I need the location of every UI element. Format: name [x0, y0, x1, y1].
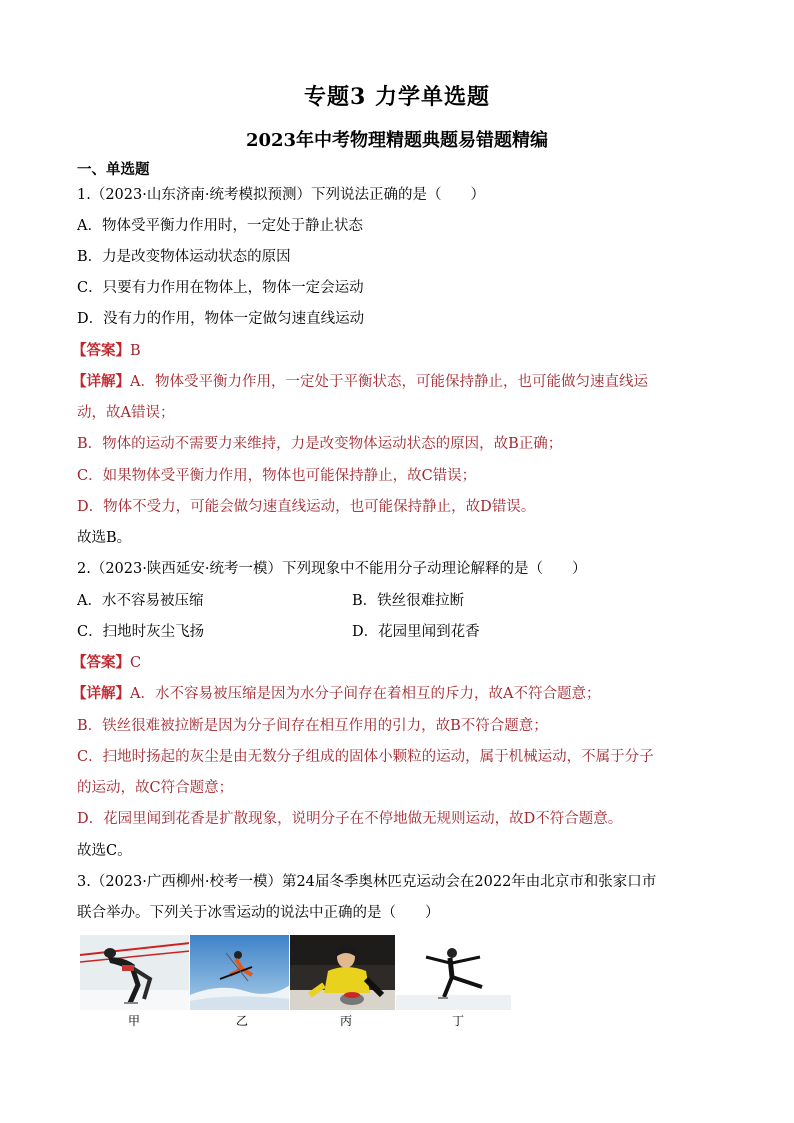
answer-tag: 【答案】 [72, 654, 130, 671]
page-subtitle: 2023年中考物理精题典题易错题精编 [245, 130, 549, 151]
q3-stem-line-2: 联合举办。下列关于冰雪运动的说法中正确的是（ ） [77, 905, 440, 921]
q1-option-d: D．没有力的作用，物体一定做匀速直线运动 [77, 311, 365, 327]
q3-stem-line-1: 3.（2023·广西柳州·校考一模）第24届冬季奥林匹克运动会在2022年由北京市和张家口市 [77, 874, 657, 890]
section-heading: 一、单选题 [77, 161, 150, 178]
answer-tag: 【答案】 [72, 342, 130, 359]
q1-detail-line-2: 动，故A错误； [77, 405, 175, 421]
q2-detail-line-1: 【详解】A．水不容易被压缩是因为水分子间存在着相互的斥力，故A不符合题意； [72, 685, 601, 702]
q2-option-c: C．扫地时灰尘飞扬 [77, 624, 205, 640]
q1-answer [72, 341, 141, 361]
detail-tag: 【详解】 [72, 373, 130, 390]
q1-conclusion: 故选B。 [77, 530, 132, 546]
curling-image [290, 935, 396, 1010]
image-caption-yi: 乙 [236, 1014, 249, 1028]
q1-detail-line-4: C．如果物体受平衡力作用，物体也可能保持静止，故C错误； [77, 468, 477, 484]
q2-detail-line-4: 的运动，故C符合题意； [77, 780, 234, 796]
q2-detail-line-5: D．花园里闻到花香是扩散现象，说明分子在不停地做无规则运动，故D不符合题意。 [77, 811, 623, 827]
image-caption-jia: 甲 [128, 1014, 141, 1028]
q1-option-b: B．力是改变物体运动状态的原因 [77, 249, 291, 265]
image-caption-bing: 丙 [340, 1014, 353, 1028]
page-title: 专题3 力学单选题 [304, 84, 490, 110]
q2-option-d: D．花园里闻到花香 [352, 624, 480, 640]
answer-value: B [130, 343, 141, 359]
figure-skating-image [396, 935, 512, 1010]
q1-option-c: C．只要有力作用在物体上，物体一定会运动 [77, 280, 364, 296]
q2-answer [72, 653, 141, 673]
q1-detail-line-3: B．物体的运动不需要力来维持，力是改变物体运动状态的原因，故B正确； [77, 436, 563, 452]
q2-conclusion: 故选C。 [77, 843, 132, 859]
speed-skating-image [80, 935, 190, 1010]
sports-image-strip [80, 935, 512, 1010]
q2-detail-line-3: C．扫地时扬起的灰尘是由无数分子组成的固体小颗粒的运动，属于机械运动，不属于分子 [77, 749, 654, 765]
detail-tag: 【详解】 [72, 685, 130, 702]
q1-stem: 1.（2023·山东济南·统考模拟预测）下列说法正确的是（ ） [77, 187, 485, 203]
q2-stem: 2.（2023·陕西延安·统考一模）下列现象中不能用分子动理论解释的是（ ） [77, 561, 587, 577]
freestyle-skiing-image [190, 935, 290, 1010]
q2-option-b: B．铁丝很难拉断 [352, 593, 465, 609]
q2-option-a: A．水不容易被压缩 [77, 593, 204, 609]
q1-detail-line-5: D．物体不受力，可能会做匀速直线运动，也可能保持静止，故D错误。 [77, 499, 536, 515]
answer-value: C [130, 655, 142, 671]
q2-detail-line-2: B．铁丝很难被拉断是因为分子间存在相互作用的引力，故B不符合题意； [77, 718, 548, 734]
q1-option-a: A．物体受平衡力作用时，一定处于静止状态 [77, 218, 363, 234]
q1-detail-line-1: 【详解】A．物体受平衡力作用，一定处于平衡状态，可能保持静止，也可能做匀速直线运 [72, 373, 648, 390]
image-caption-ding: 丁 [452, 1014, 465, 1028]
